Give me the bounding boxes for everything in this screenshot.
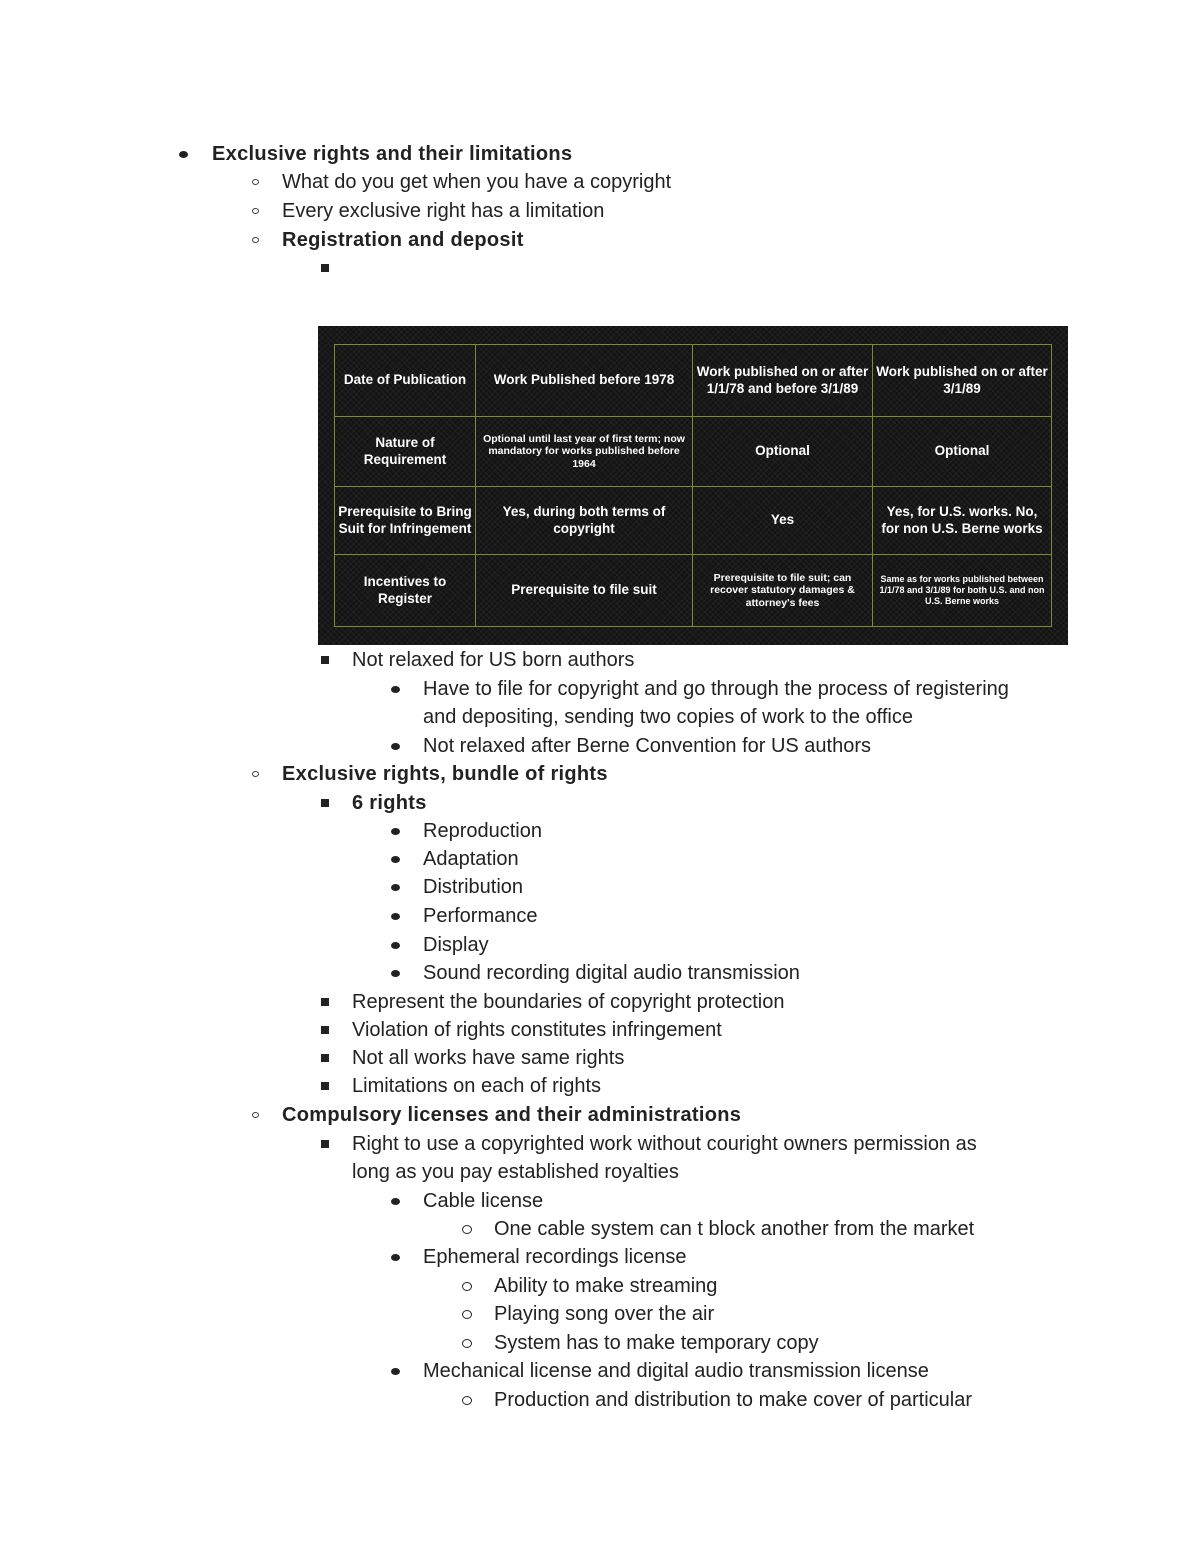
outline-item <box>316 1016 722 1044</box>
table-cell: Work Published before 1978 <box>476 345 693 417</box>
table-cell: Prerequisite to Bring Suit for Infringement <box>335 487 476 555</box>
table-cell: Work published on or after 1/1/78 and before 3/1/89 <box>693 345 873 417</box>
item-text: Not all works have same rights <box>352 1047 625 1069</box>
table-cell: Yes, for U.S. works. No, for non U.S. Berne works <box>873 487 1052 555</box>
item-text: Exclusive rights and their limitations <box>212 143 573 165</box>
outline-item-compulsory-licenses <box>248 1101 741 1129</box>
item-text: Mechanical license and digital audio transmission license <box>423 1360 929 1382</box>
outline-item <box>388 1187 543 1215</box>
outline-item <box>388 873 523 901</box>
item-text: Cable license <box>423 1190 544 1212</box>
table-cell: Yes, during both terms of copyright <box>476 487 693 555</box>
item-text: Playing song over the air <box>494 1303 715 1325</box>
item-text: Ephemeral recordings license <box>423 1246 687 1268</box>
outline-item <box>458 1386 972 1414</box>
item-text: Registration and deposit <box>282 229 524 251</box>
outline-item <box>388 845 519 873</box>
item-text: Ability to make streaming <box>494 1275 718 1297</box>
item-text: Adaptation <box>423 848 519 870</box>
item-text: Production and distribution to make cover of particular <box>494 1389 973 1411</box>
outline-item <box>316 1072 601 1100</box>
registration-table-image <box>318 326 1068 645</box>
table-row <box>335 487 1052 555</box>
item-text: What do you get when you have a copyright <box>282 171 672 193</box>
item-text: and depositing, sending two copies of work to the office <box>423 706 913 728</box>
outline-item-registration <box>248 226 524 254</box>
table-row <box>335 555 1052 627</box>
item-text: Reproduction <box>423 820 542 842</box>
outline-item <box>316 988 785 1016</box>
outline-item <box>316 789 427 817</box>
item-text: Not relaxed after Berne Convention for US authors <box>423 735 872 757</box>
item-text: 6 rights <box>352 792 427 814</box>
table-cell: Yes <box>693 487 873 555</box>
outline-item <box>388 1357 929 1385</box>
table-cell: Nature of Requirement <box>335 417 476 487</box>
table-row <box>335 345 1052 417</box>
table-cell: Prerequisite to file suit <box>476 555 693 627</box>
item-text: long as you pay established royalties <box>352 1161 679 1183</box>
item-text: Not relaxed for US born authors <box>352 649 635 671</box>
item-text: Limitations on each of rights <box>352 1075 602 1097</box>
outline-item <box>248 197 604 225</box>
outline-item-continued <box>352 1158 679 1186</box>
item-text: System has to make temporary copy <box>494 1332 819 1354</box>
item-text: Represent the boundaries of copyright protection <box>352 991 785 1013</box>
outline-item <box>316 1044 624 1072</box>
item-text: Right to use a copyrighted work without couright owners permission as <box>352 1133 977 1155</box>
outline-item <box>388 959 800 987</box>
table-cell: Optional until last year of first term; now mandatory for works published before 1964 <box>476 417 693 487</box>
outline-item <box>388 675 1009 703</box>
outline-item <box>316 646 634 674</box>
outline-item <box>458 1215 974 1243</box>
table-cell: Work published on or after 3/1/89 <box>873 345 1052 417</box>
item-text: Distribution <box>423 876 524 898</box>
table-row <box>335 417 1052 487</box>
outline-item <box>458 1272 717 1300</box>
outline-item <box>458 1300 714 1328</box>
outline-item-continued <box>423 703 913 731</box>
item-text: Have to file for copyright and go through the process of registering <box>423 678 1009 700</box>
table-cell: Optional <box>873 417 1052 487</box>
outline-item <box>248 168 671 196</box>
table-cell: Same as for works published between 1/1/78 and 3/1/89 for both U.S. and non U.S. Berne works <box>873 555 1052 627</box>
item-text: Violation of rights constitutes infringement <box>352 1019 722 1041</box>
outline-item <box>388 817 542 845</box>
outline-item <box>388 902 538 930</box>
item-text: Performance <box>423 905 538 927</box>
outline-item <box>388 931 489 959</box>
outline-item <box>388 732 871 760</box>
outline-item <box>388 1243 686 1271</box>
registration-table <box>334 344 1052 627</box>
item-text: Sound recording digital audio transmission <box>423 962 800 984</box>
item-text: Display <box>423 934 489 956</box>
outline-item <box>316 1130 977 1158</box>
item-text: Exclusive rights, bundle of rights <box>282 763 608 785</box>
table-cell: Prerequisite to file suit; can recover statutory damages & attorney's fees <box>693 555 873 627</box>
outline-item-bundle-of-rights <box>248 760 608 788</box>
table-cell: Date of Publication <box>335 345 476 417</box>
table-cell: Incentives to Register <box>335 555 476 627</box>
table-cell: Optional <box>693 417 873 487</box>
item-text: Compulsory licenses and their administrations <box>282 1104 742 1126</box>
item-text: Every exclusive right has a limitation <box>282 200 605 222</box>
item-text: One cable system can t block another from the market <box>494 1218 975 1240</box>
outline-item <box>458 1329 819 1357</box>
outline-item-exclusive-rights <box>178 140 572 168</box>
